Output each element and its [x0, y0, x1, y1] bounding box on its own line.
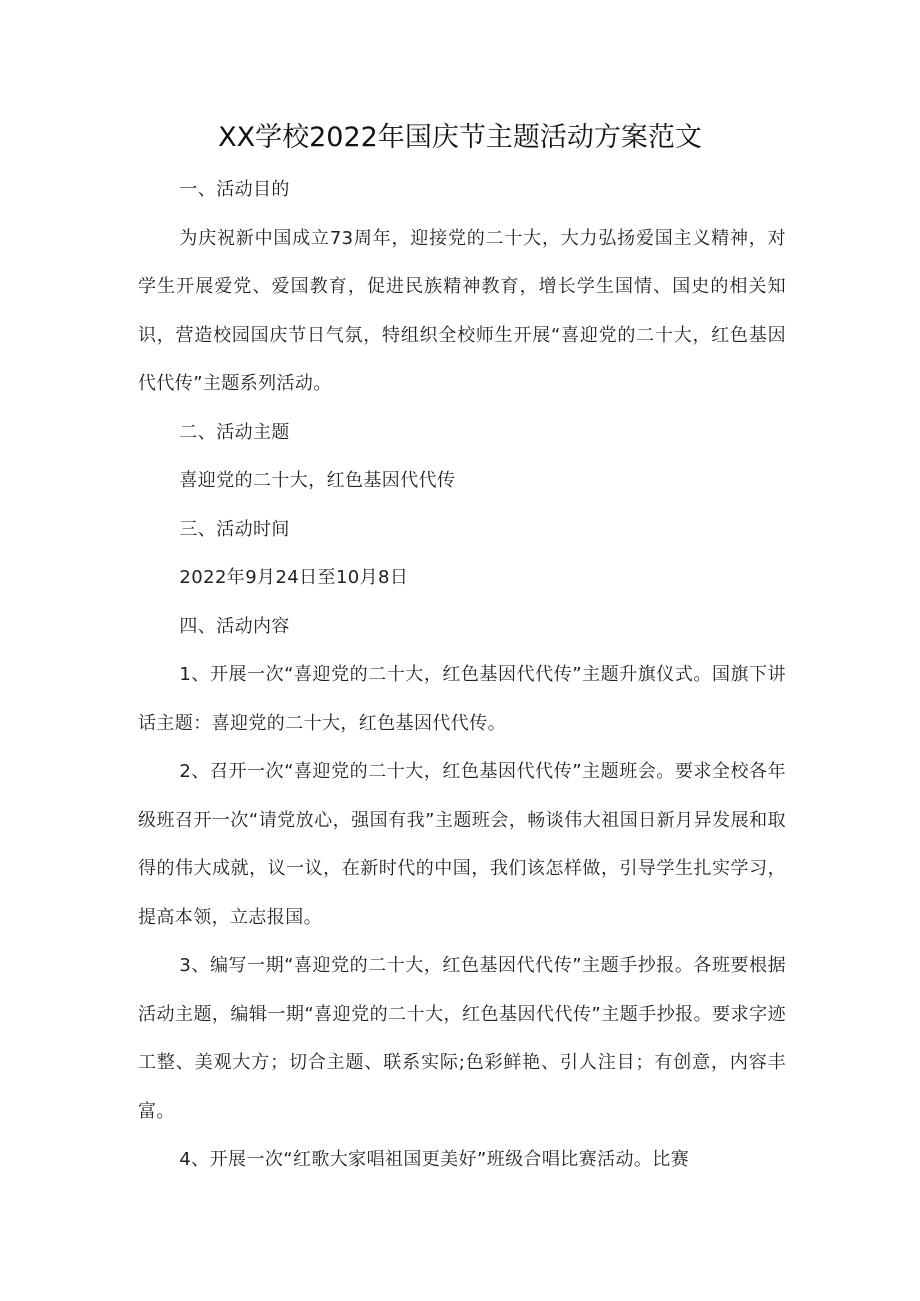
paragraph-time: 2022年9月24日至10月8日 [179, 567, 409, 588]
content-item-4: 4、开展一次“红歌大家唱祖国更美好”班级合唱比赛活动。比赛 [179, 1149, 690, 1170]
section-heading-theme: 二、活动主题 [179, 421, 290, 443]
content-item-1: 1、开展一次“喜迎党的二十大，红色基因代代传”主题升旗仪式。国旗下讲话主题：喜迎党的二十大，红色基因代代传。 [138, 664, 786, 734]
document-title: XX学校2022年国庆节主题活动方案范文 [218, 122, 702, 153]
document-body [138, 166, 786, 1185]
content-item-2: 2、召开一次“喜迎党的二十大，红色基因代代传”主题班会。要求全校各年级班召开一次“请党放心，强国有我”主题班会，畅谈伟大祖国日新月异发展和取得的伟大成就，议一议，在新时代的中国，我们该怎样做，引导学生扎实学习，提高本领，立志报国。 [138, 761, 786, 928]
section-heading-time: 三、活动时间 [179, 518, 290, 540]
section-heading-purpose: 一、活动目的 [179, 179, 290, 200]
content-item-3: 3、编写一期“喜迎党的二十大，红色基因代代传”主题手抄报。各班要根据活动主题，编辑一期“喜迎党的二十大，红色基因代代传”主题手抄报。要求字迹工整、美观大方；切合主题、联系实际;色彩鲜艳、引人注目；有创意，内容丰富。 [138, 955, 786, 1122]
section-heading-content: 四、活动内容 [179, 615, 290, 637]
paragraph-purpose: 为庆祝新中国成立73周年，迎接党的二十大，大力弘扬爱国主义精神，对学生开展爱党、爱国教育，促进民族精神教育，增长学生国情、国史的相关知识，营造校园国庆节日气氛，特组织全校师生开展“喜迎党的二十大，红色基因代代传”主题系列活动。 [138, 227, 786, 394]
paragraph-theme: 喜迎党的二十大，红色基因代代传 [179, 470, 456, 491]
